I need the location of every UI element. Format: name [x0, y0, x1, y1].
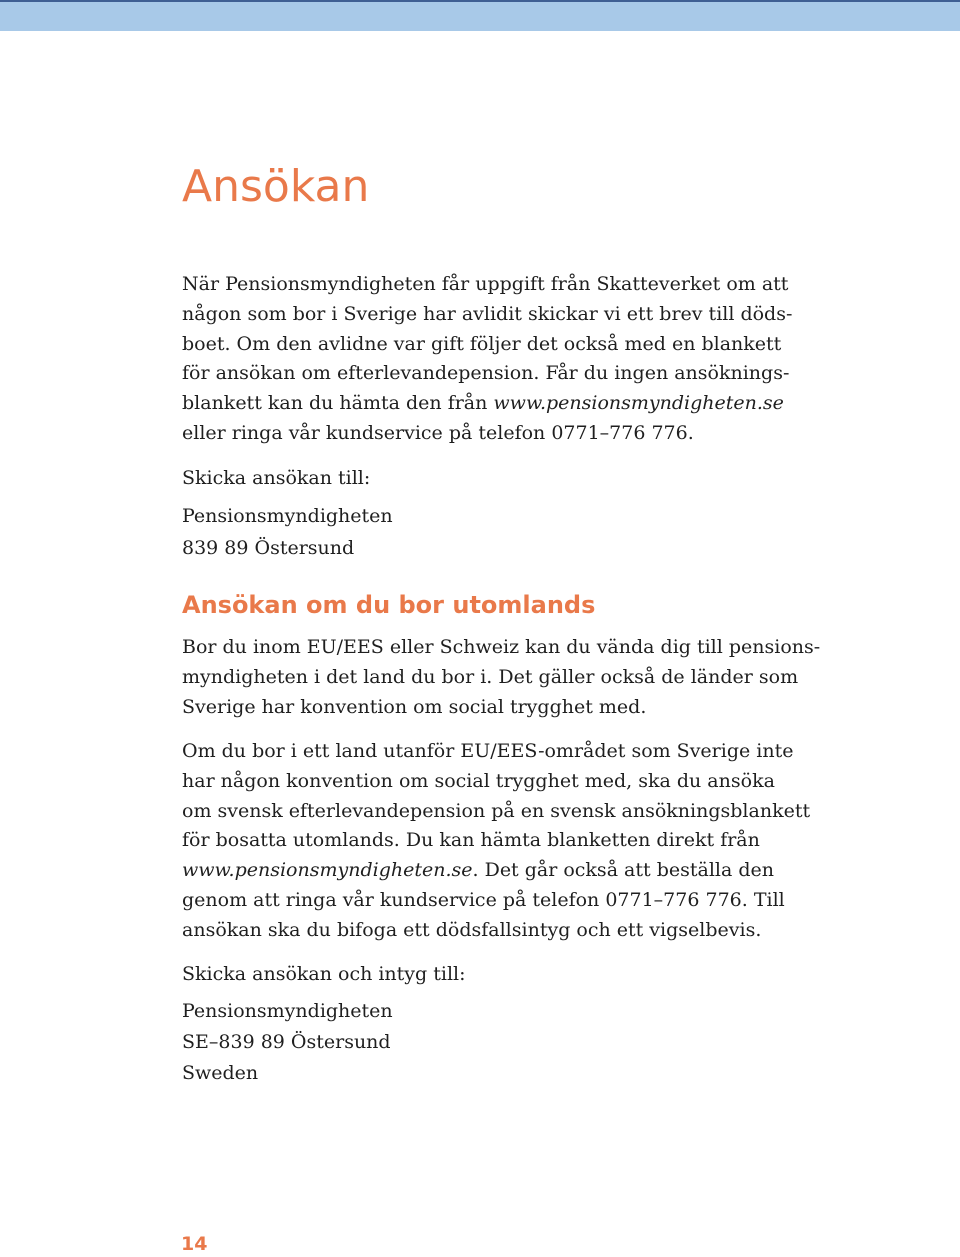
intro-paragraph	[182, 270, 792, 449]
text-line: för bosatta utomlands. Du kan hämta blanketten direkt från	[182, 829, 760, 852]
text-line: När Pensionsmyndigheten får uppgift från Skatteverket om att	[182, 273, 789, 295]
text-line: boet. Om den avlidne var gift följer det också med en blankett	[182, 332, 782, 355]
abroad-paragraph-1	[182, 633, 820, 722]
text-line: har någon konvention om social trygghet med, ska du ansöka	[182, 769, 775, 792]
section-heading: Ansökan om du bor utomlands	[182, 591, 596, 619]
abroad-address-block	[182, 996, 393, 1089]
address-city: 839 89 Östersund	[182, 537, 355, 559]
send-to-label: Skicka ansökan till:	[182, 467, 371, 489]
send-to-label-paragraph	[182, 464, 370, 494]
text-line: eller ringa vår kundservice på telefon 0771–776 776.	[182, 421, 694, 444]
abroad-send-to-label-paragraph	[182, 960, 466, 990]
website-link[interactable]: www.pensionsmyndigheten.se	[493, 392, 784, 415]
page-number: 14	[181, 1233, 208, 1255]
address-city: SE–839 89 Östersund	[182, 1031, 391, 1053]
address-country: Sweden	[182, 1062, 259, 1084]
text-segment: . Det går också att beställa den	[472, 859, 774, 882]
website-link[interactable]: www.pensionsmyndigheten.se	[182, 859, 473, 882]
text-line: om svensk efterlevandepension på en svensk ansökningsblankett	[182, 799, 811, 822]
text-line: Bor du inom EU/EES eller Schweiz kan du vända dig till pensions-	[182, 636, 821, 658]
text-line: ansökan ska du bifoga ett dödsfallsintyg och ett vigselbevis.	[182, 918, 762, 941]
text-line: genom att ringa vår kundservice på telefon 0771–776 776. Till	[182, 888, 785, 911]
page-title: Ansökan	[182, 161, 370, 212]
text-line	[182, 389, 792, 419]
address-block	[182, 500, 393, 564]
text-line: för ansökan om efterlevandepension. Får du ingen ansöknings-	[182, 362, 790, 385]
text-line: Om du bor i ett land utanför EU/EES-området som Sverige inte	[182, 740, 794, 762]
text-line	[182, 856, 810, 886]
abroad-paragraph-2	[182, 737, 810, 946]
text-line: någon som bor i Sverige har avlidit skickar vi ett brev till döds-	[182, 302, 793, 325]
text-segment: blankett kan du hämta den från	[182, 392, 494, 415]
text-line: myndigheten i det land du bor i. Det gäller också de länder som	[182, 665, 799, 688]
send-to-label: Skicka ansökan och intyg till:	[182, 963, 466, 985]
address-name: Pensionsmyndigheten	[182, 1000, 393, 1022]
top-color-band	[0, 2, 960, 31]
address-name: Pensionsmyndigheten	[182, 505, 393, 527]
text-line: Sverige har konvention om social trygghet med.	[182, 695, 647, 718]
